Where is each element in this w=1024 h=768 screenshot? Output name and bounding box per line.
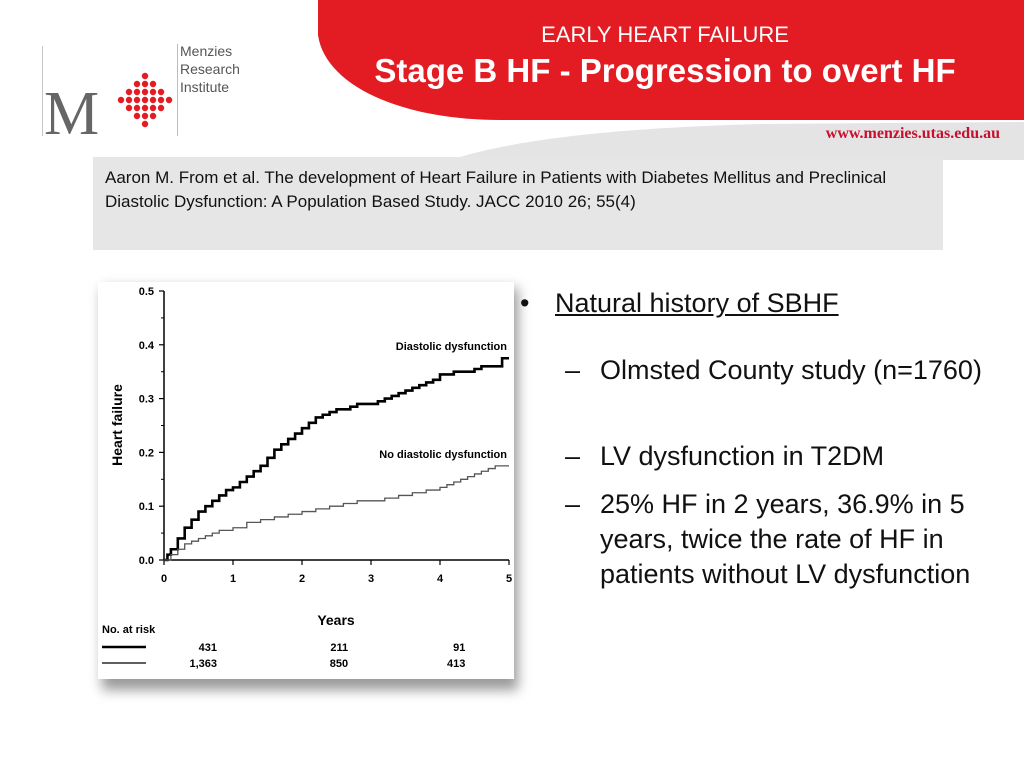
logo-letter-m: M bbox=[44, 80, 100, 138]
annotation-diastolic-dysfunction: Diastolic dysfunction bbox=[395, 341, 507, 353]
citation-box bbox=[93, 157, 943, 250]
sub-bullet-dash: – bbox=[565, 441, 581, 471]
x-tick-label: 4 bbox=[436, 573, 444, 585]
x-tick-label: 1 bbox=[229, 573, 237, 585]
chart-svg bbox=[98, 282, 514, 679]
x-tick-label: 5 bbox=[505, 573, 513, 585]
at-risk-value: 1,363 bbox=[189, 658, 217, 670]
logo-text-line-1: Menzies bbox=[180, 43, 233, 59]
sub-bullet-dash: – bbox=[565, 355, 581, 385]
at-risk-value: 211 bbox=[330, 642, 349, 654]
y-tick-label: 0.5 bbox=[138, 286, 154, 298]
kaplan-meier-chart bbox=[98, 282, 514, 679]
annotation-no-diastolic-dysfunction: No diastolic dysfunction bbox=[379, 449, 507, 461]
y-tick-label: 0.0 bbox=[138, 555, 154, 567]
x-tick-label: 2 bbox=[298, 573, 306, 585]
series-line-no-diastolic-dysfunction bbox=[164, 466, 509, 560]
sub-bullet-text: 25% HF in 2 years, 36.9% in 5 years, twice the rate of HF in patients without LV dysfunction bbox=[600, 489, 971, 589]
x-tick-label: 0 bbox=[160, 573, 168, 585]
x-axis-label: Years bbox=[317, 612, 355, 628]
slide-title: Stage B HF - Progression to overt HF bbox=[374, 52, 956, 89]
y-tick-label: 0.1 bbox=[138, 501, 154, 514]
logo-text-line-2: Research bbox=[180, 61, 240, 77]
logo-text-line-3: Institute bbox=[180, 79, 230, 95]
y-tick-label: 0.3 bbox=[138, 393, 154, 406]
logo-divider bbox=[177, 44, 178, 136]
bullet-main-text: Natural history of SBHF bbox=[555, 288, 839, 318]
at-risk-value: 431 bbox=[198, 642, 217, 654]
at-risk-value: 413 bbox=[447, 658, 466, 670]
citation-text: Aaron M. From et al. The development of Heart Failure in Patients with Diabetes Mellitus and Preclinical Diastolic Dysfunction: A Population Based Study. JACC 2010 26; 55(4) bbox=[105, 168, 887, 211]
y-axis-label: Heart failure bbox=[109, 384, 125, 466]
sub-bullet-text: Olmsted County study (n=1760) bbox=[600, 355, 982, 385]
super-title: EARLY HEART FAILURE bbox=[541, 22, 789, 47]
at-risk-label: No. at risk bbox=[102, 624, 156, 636]
sub-bullet-text: LV dysfunction in T2DM bbox=[600, 441, 885, 471]
at-risk-value: 91 bbox=[453, 642, 466, 654]
menzies-logo bbox=[40, 42, 180, 138]
y-tick-label: 0.4 bbox=[138, 339, 154, 352]
website-url: www.menzies.utas.edu.au bbox=[825, 125, 1000, 142]
y-tick-label: 0.2 bbox=[138, 447, 154, 460]
at-risk-value: 850 bbox=[329, 658, 349, 670]
bullet-dot: • bbox=[520, 288, 530, 318]
x-tick-label: 3 bbox=[367, 573, 375, 585]
sub-bullet-dash: – bbox=[565, 489, 581, 519]
